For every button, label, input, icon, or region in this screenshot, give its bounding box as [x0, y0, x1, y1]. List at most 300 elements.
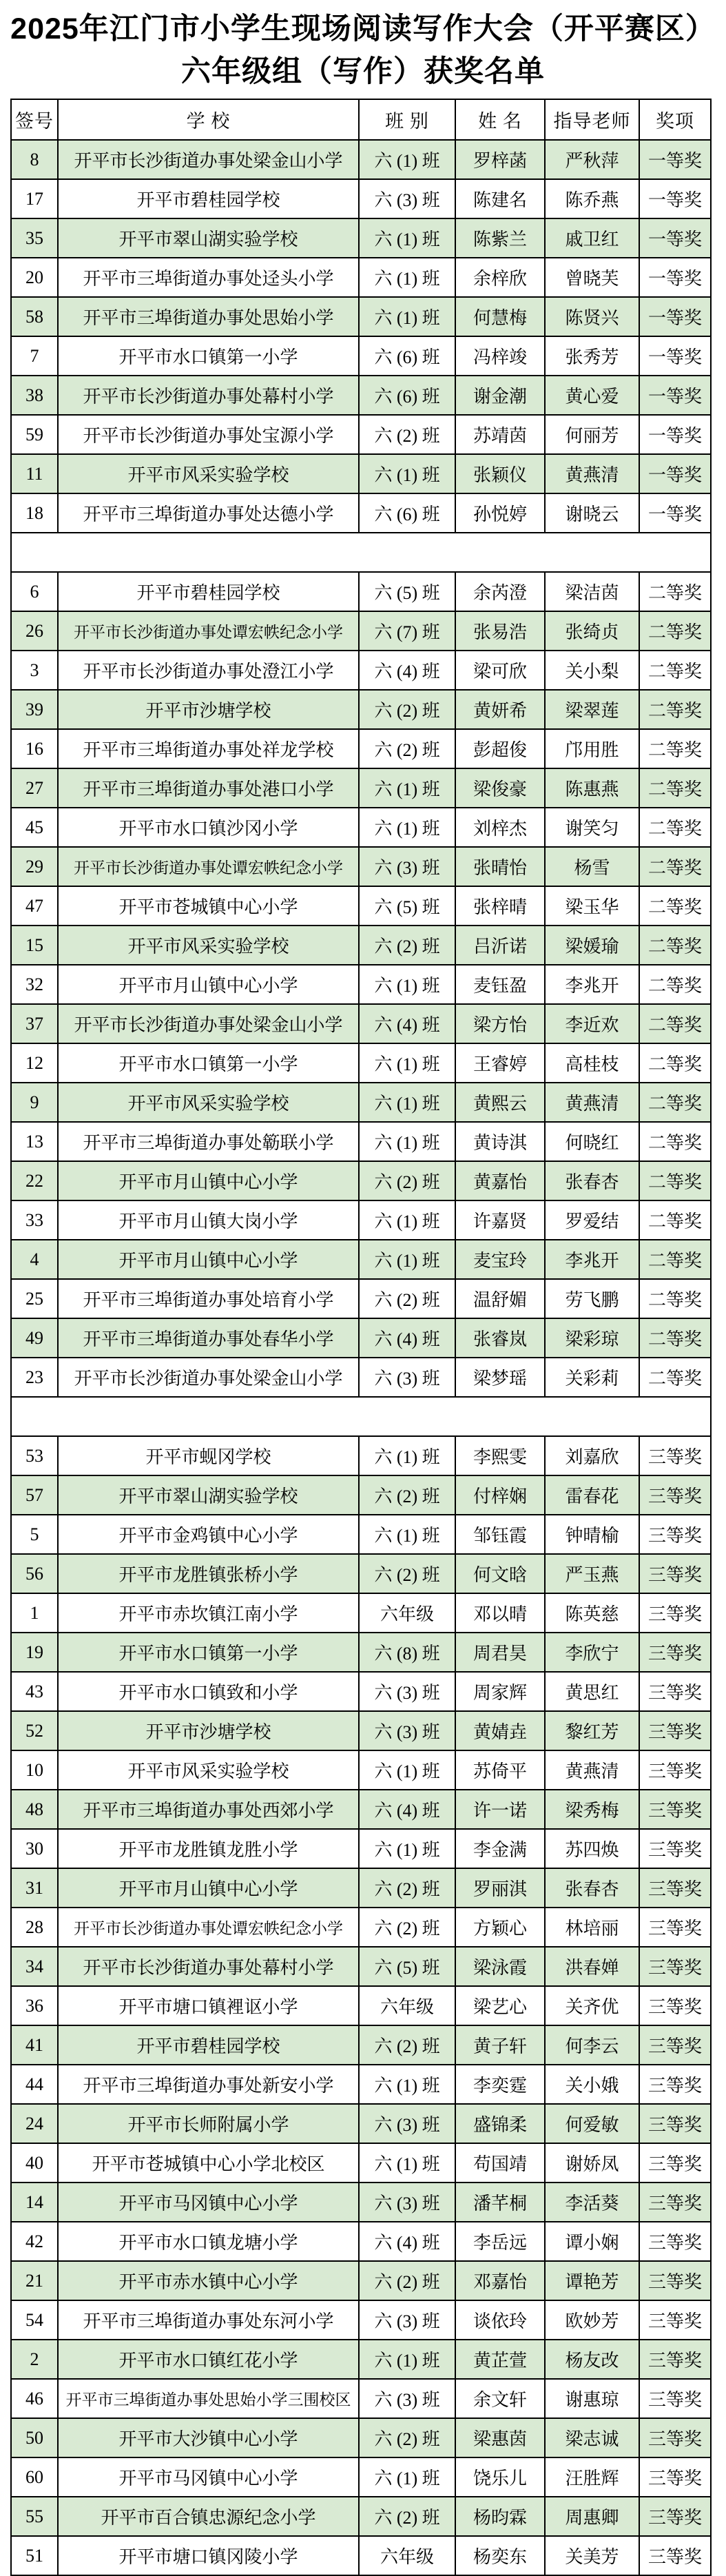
award-cell: 二等奖	[639, 1318, 711, 1358]
award-cell: 三等奖	[639, 1908, 711, 1947]
sign-cell: 37	[11, 1004, 58, 1043]
table-row	[11, 1161, 711, 1200]
table-row	[11, 1318, 711, 1358]
table-row	[11, 376, 711, 415]
sign-cell: 5	[11, 1515, 58, 1554]
class-cell: 六 (1) 班	[359, 258, 455, 297]
table-row	[11, 179, 711, 218]
sign-cell: 50	[11, 2418, 58, 2457]
sign-cell: 7	[11, 336, 58, 376]
name-cell: 黄婧垚	[455, 1711, 545, 1750]
award-cell: 三等奖	[639, 1672, 711, 1711]
school-cell: 开平市水口镇致和小学	[58, 1672, 359, 1711]
name-cell: 杨昀霖	[455, 2497, 545, 2536]
sign-cell: 21	[11, 2261, 58, 2300]
teacher-cell: 钟晴榆	[545, 1515, 639, 1554]
teacher-cell: 李欣宁	[545, 1633, 639, 1672]
sign-cell: 41	[11, 2025, 58, 2065]
teacher-cell: 关小娥	[545, 2065, 639, 2104]
teacher-cell: 戚卫红	[545, 218, 639, 258]
table-row	[11, 1593, 711, 1633]
table-row	[11, 2065, 711, 2104]
school-cell: 开平市碧桂园学校	[58, 179, 359, 218]
teacher-cell: 黄燕清	[545, 1083, 639, 1122]
teacher-cell: 谢笑匀	[545, 808, 639, 847]
award-cell: 二等奖	[639, 1122, 711, 1161]
table-row	[11, 336, 711, 376]
school-cell: 开平市塘口镇裡讴小学	[58, 1986, 359, 2025]
school-cell: 开平市水口镇沙冈小学	[58, 808, 359, 847]
class-cell: 六 (2) 班	[359, 1554, 455, 1593]
class-cell: 六 (6) 班	[359, 336, 455, 376]
teacher-cell: 张秀芳	[545, 336, 639, 376]
award-cell: 二等奖	[639, 611, 711, 651]
class-cell: 六 (2) 班	[359, 1868, 455, 1908]
name-cell: 周君昊	[455, 1633, 545, 1672]
name-cell: 饶乐儿	[455, 2457, 545, 2497]
teacher-cell: 黄燕清	[545, 1750, 639, 1790]
class-cell: 六 (1) 班	[359, 1083, 455, 1122]
name-cell: 张睿岚	[455, 1318, 545, 1358]
school-cell: 开平市长沙街道办事处谭宏帙纪念小学	[58, 1908, 359, 1947]
name-cell: 许嘉贤	[455, 1200, 545, 1240]
award-cell: 一等奖	[639, 140, 711, 179]
teacher-cell: 谭小娴	[545, 2222, 639, 2261]
table-row	[11, 1043, 711, 1083]
table-row	[11, 808, 711, 847]
teacher-cell: 梁翠莲	[545, 690, 639, 729]
award-cell: 二等奖	[639, 965, 711, 1004]
award-cell: 三等奖	[639, 1554, 711, 1593]
class-cell: 六 (2) 班	[359, 1279, 455, 1318]
name-cell: 黄熙云	[455, 1083, 545, 1122]
school-cell: 开平市月山镇大岗小学	[58, 1200, 359, 1240]
class-cell: 六 (3) 班	[359, 2104, 455, 2143]
school-cell: 开平市长沙街道办事处幕村小学	[58, 1947, 359, 1986]
sign-cell: 9	[11, 1083, 58, 1122]
school-cell: 开平市三埠街道办事处思始小学	[58, 297, 359, 336]
table-row	[11, 611, 711, 651]
name-cell: 陈建名	[455, 179, 545, 218]
school-cell: 开平市翠山湖实验学校	[58, 1475, 359, 1515]
sign-cell: 30	[11, 1829, 58, 1868]
table-body	[11, 140, 711, 2575]
name-cell: 苏靖茵	[455, 415, 545, 454]
award-cell: 二等奖	[639, 1279, 711, 1318]
teacher-cell: 杨友改	[545, 2340, 639, 2379]
award-cell: 二等奖	[639, 1043, 711, 1083]
award-cell: 三等奖	[639, 2457, 711, 2497]
school-cell: 开平市金鸡镇中心小学	[58, 1515, 359, 1554]
teacher-cell: 张春杏	[545, 1161, 639, 1200]
teacher-cell: 何李云	[545, 2025, 639, 2065]
header-row	[11, 99, 711, 140]
teacher-cell: 关小梨	[545, 651, 639, 690]
school-cell: 开平市月山镇中心小学	[58, 1868, 359, 1908]
table-row	[11, 258, 711, 297]
separator-cell	[11, 1397, 711, 1436]
school-cell: 开平市碧桂园学校	[58, 572, 359, 611]
teacher-cell: 高桂枝	[545, 1043, 639, 1083]
school-cell: 开平市赤水镇中心小学	[58, 2261, 359, 2300]
sign-cell: 22	[11, 1161, 58, 1200]
teacher-cell: 关齐优	[545, 1986, 639, 2025]
teacher-cell: 李活葵	[545, 2183, 639, 2222]
teacher-cell: 严秋萍	[545, 140, 639, 179]
teacher-cell: 梁玉华	[545, 886, 639, 926]
award-cell: 三等奖	[639, 2065, 711, 2104]
teacher-cell: 李近欢	[545, 1004, 639, 1043]
teacher-cell: 雷春花	[545, 1475, 639, 1515]
class-cell: 六 (5) 班	[359, 572, 455, 611]
award-cell: 三等奖	[639, 2104, 711, 2143]
name-cell: 李奕霆	[455, 2065, 545, 2104]
class-cell: 六 (1) 班	[359, 2143, 455, 2183]
award-cell: 二等奖	[639, 808, 711, 847]
teacher-cell: 何丽芳	[545, 415, 639, 454]
teacher-cell: 汪胜辉	[545, 2457, 639, 2497]
table-row	[11, 2379, 711, 2418]
teacher-cell: 陈惠燕	[545, 768, 639, 808]
teacher-cell: 谭艳芳	[545, 2261, 639, 2300]
class-cell: 六 (2) 班	[359, 729, 455, 768]
school-cell: 开平市水口镇第一小学	[58, 1043, 359, 1083]
table-row	[11, 2143, 711, 2183]
class-cell: 六 (2) 班	[359, 690, 455, 729]
sign-cell: 47	[11, 886, 58, 926]
name-cell: 黄妍希	[455, 690, 545, 729]
table-row	[11, 965, 711, 1004]
class-cell: 六 (6) 班	[359, 493, 455, 533]
award-cell: 一等奖	[639, 179, 711, 218]
class-cell: 六 (1) 班	[359, 965, 455, 1004]
school-cell: 开平市风采实验学校	[58, 1750, 359, 1790]
teacher-cell: 苏四焕	[545, 1829, 639, 1868]
school-cell: 开平市三埠街道办事处簕联小学	[58, 1122, 359, 1161]
award-cell: 三等奖	[639, 1986, 711, 2025]
sign-cell: 15	[11, 926, 58, 965]
table-row	[11, 454, 711, 493]
table-row	[11, 140, 711, 179]
table-row	[11, 926, 711, 965]
teacher-cell: 罗爱结	[545, 1200, 639, 1240]
school-cell: 开平市三埠街道办事处培育小学	[58, 1279, 359, 1318]
class-cell: 六 (1) 班	[359, 1829, 455, 1868]
class-cell: 六 (3) 班	[359, 847, 455, 886]
class-cell: 六 (4) 班	[359, 2222, 455, 2261]
table-row	[11, 2418, 711, 2457]
class-cell: 六 (3) 班	[359, 2300, 455, 2340]
award-cell: 二等奖	[639, 1004, 711, 1043]
class-cell: 六 (2) 班	[359, 2025, 455, 2065]
sign-cell: 59	[11, 415, 58, 454]
class-cell: 六 (3) 班	[359, 1358, 455, 1397]
class-cell: 六 (1) 班	[359, 1043, 455, 1083]
sign-cell: 23	[11, 1358, 58, 1397]
sign-cell: 43	[11, 1672, 58, 1711]
teacher-cell: 刘嘉欣	[545, 1436, 639, 1475]
name-cell: 麦宝玲	[455, 1240, 545, 1279]
class-cell: 六 (1) 班	[359, 1200, 455, 1240]
awards-table	[10, 99, 712, 2576]
school-cell: 开平市水口镇第一小学	[58, 336, 359, 376]
school-cell: 开平市马冈镇中心小学	[58, 2457, 359, 2497]
teacher-cell: 梁彩琼	[545, 1318, 639, 1358]
school-cell: 开平市长沙街道办事处梁金山小学	[58, 1004, 359, 1043]
award-cell: 二等奖	[639, 690, 711, 729]
sign-cell: 57	[11, 1475, 58, 1515]
table-row	[11, 1908, 711, 1947]
teacher-cell: 陈英慈	[545, 1593, 639, 1633]
school-cell: 开平市沙塘学校	[58, 1711, 359, 1750]
award-cell: 一等奖	[639, 454, 711, 493]
class-cell: 六年级	[359, 2536, 455, 2575]
school-cell: 开平市长沙街道办事处谭宏帙纪念小学	[58, 847, 359, 886]
school-cell: 开平市月山镇中心小学	[58, 1240, 359, 1279]
sign-cell: 48	[11, 1790, 58, 1829]
header-school: 学 校	[58, 99, 359, 140]
table-row	[11, 1672, 711, 1711]
award-cell: 三等奖	[639, 2261, 711, 2300]
sign-cell: 52	[11, 1711, 58, 1750]
sign-cell: 17	[11, 179, 58, 218]
table-row	[11, 1279, 711, 1318]
teacher-cell: 劳飞鹏	[545, 1279, 639, 1318]
sign-cell: 10	[11, 1750, 58, 1790]
school-cell: 开平市风采实验学校	[58, 454, 359, 493]
name-cell: 吕沂诺	[455, 926, 545, 965]
table-row	[11, 415, 711, 454]
name-cell: 梁梦瑶	[455, 1358, 545, 1397]
sign-cell: 35	[11, 218, 58, 258]
name-cell: 张梓晴	[455, 886, 545, 926]
name-cell: 杨奕东	[455, 2536, 545, 2575]
name-cell: 谢金潮	[455, 376, 545, 415]
teacher-cell: 梁志诚	[545, 2418, 639, 2457]
school-cell: 开平市长师附属小学	[58, 2104, 359, 2143]
class-cell: 六 (3) 班	[359, 1711, 455, 1750]
award-cell: 二等奖	[639, 926, 711, 965]
class-cell: 六 (8) 班	[359, 1633, 455, 1672]
name-cell: 李金满	[455, 1829, 545, 1868]
class-cell: 六 (1) 班	[359, 1436, 455, 1475]
sign-cell: 49	[11, 1318, 58, 1358]
class-cell: 六 (2) 班	[359, 2418, 455, 2457]
name-cell: 黄诗淇	[455, 1122, 545, 1161]
class-cell: 六 (6) 班	[359, 376, 455, 415]
table-row	[11, 1004, 711, 1043]
teacher-cell: 谢晓云	[545, 493, 639, 533]
sign-cell: 42	[11, 2222, 58, 2261]
award-cell: 二等奖	[639, 1358, 711, 1397]
name-cell: 盛锦柔	[455, 2104, 545, 2143]
sign-cell: 26	[11, 611, 58, 651]
sign-cell: 32	[11, 965, 58, 1004]
table-row	[11, 2261, 711, 2300]
name-cell: 张易浩	[455, 611, 545, 651]
class-cell: 六 (1) 班	[359, 297, 455, 336]
name-cell: 李熙雯	[455, 1436, 545, 1475]
sign-cell: 38	[11, 376, 58, 415]
name-cell: 余芮澄	[455, 572, 545, 611]
table-row	[11, 690, 711, 729]
class-cell: 六 (2) 班	[359, 1475, 455, 1515]
class-cell: 六 (4) 班	[359, 1004, 455, 1043]
school-cell: 开平市三埠街道办事处西郊小学	[58, 1790, 359, 1829]
class-cell: 六 (1) 班	[359, 1515, 455, 1554]
table-row	[11, 493, 711, 533]
name-cell: 方颖心	[455, 1908, 545, 1947]
sign-cell: 20	[11, 258, 58, 297]
award-cell: 二等奖	[639, 768, 711, 808]
sign-cell: 51	[11, 2536, 58, 2575]
name-cell: 王睿婷	[455, 1043, 545, 1083]
name-cell: 许一诺	[455, 1790, 545, 1829]
table-row	[11, 2457, 711, 2497]
sign-cell: 45	[11, 808, 58, 847]
school-cell: 开平市龙胜镇张桥小学	[58, 1554, 359, 1593]
table-row	[11, 1986, 711, 2025]
name-cell: 刘梓杰	[455, 808, 545, 847]
teacher-cell: 黄思红	[545, 1672, 639, 1711]
school-cell: 开平市长沙街道办事处梁金山小学	[58, 1358, 359, 1397]
name-cell: 张颖仪	[455, 454, 545, 493]
sign-cell: 29	[11, 847, 58, 886]
award-cell: 三等奖	[639, 1790, 711, 1829]
sign-cell: 8	[11, 140, 58, 179]
school-cell: 开平市三埠街道办事处迳头小学	[58, 258, 359, 297]
teacher-cell: 何晓红	[545, 1122, 639, 1161]
school-cell: 开平市三埠街道办事处达德小学	[58, 493, 359, 533]
teacher-cell: 张绮贞	[545, 611, 639, 651]
table-row	[11, 297, 711, 336]
school-cell: 开平市苍城镇中心小学	[58, 886, 359, 926]
class-cell: 六 (2) 班	[359, 1161, 455, 1200]
teacher-cell: 黎红芳	[545, 1711, 639, 1750]
table-row	[11, 886, 711, 926]
table-row	[11, 768, 711, 808]
teacher-cell: 关彩莉	[545, 1358, 639, 1397]
teacher-cell: 杨雪	[545, 847, 639, 886]
name-cell: 张晴怡	[455, 847, 545, 886]
award-cell: 三等奖	[639, 2340, 711, 2379]
sign-cell: 6	[11, 572, 58, 611]
sign-cell: 3	[11, 651, 58, 690]
school-cell: 开平市苍城镇中心小学北校区	[58, 2143, 359, 2183]
class-cell: 六 (1) 班	[359, 808, 455, 847]
school-cell: 开平市水口镇龙塘小学	[58, 2222, 359, 2261]
school-cell: 开平市碧桂园学校	[58, 2025, 359, 2065]
sign-cell: 44	[11, 2065, 58, 2104]
name-cell: 麦钰盈	[455, 965, 545, 1004]
teacher-cell: 张春杏	[545, 1868, 639, 1908]
table-row	[11, 1358, 711, 1397]
name-cell: 苟国靖	[455, 2143, 545, 2183]
header-class: 班 别	[359, 99, 455, 140]
name-cell: 邓以晴	[455, 1593, 545, 1633]
class-cell: 六年级	[359, 1593, 455, 1633]
teacher-cell: 陈乔燕	[545, 179, 639, 218]
school-cell: 开平市翠山湖实验学校	[58, 218, 359, 258]
class-cell: 六 (3) 班	[359, 179, 455, 218]
school-cell: 开平市塘口镇冈陵小学	[58, 2536, 359, 2575]
name-cell: 梁艺心	[455, 1986, 545, 2025]
class-cell: 六 (5) 班	[359, 1947, 455, 1986]
table-row	[11, 1750, 711, 1790]
sign-cell: 54	[11, 2300, 58, 2340]
class-cell: 六 (5) 班	[359, 886, 455, 926]
sign-cell: 4	[11, 1240, 58, 1279]
class-cell: 六 (3) 班	[359, 2379, 455, 2418]
teacher-cell: 李兆开	[545, 965, 639, 1004]
class-cell: 六 (1) 班	[359, 140, 455, 179]
award-cell: 三等奖	[639, 2379, 711, 2418]
sign-cell: 12	[11, 1043, 58, 1083]
school-cell: 开平市马冈镇中心小学	[58, 2183, 359, 2222]
sign-cell: 2	[11, 2340, 58, 2379]
school-cell: 开平市长沙街道办事处谭宏帙纪念小学	[58, 611, 359, 651]
name-cell: 余文轩	[455, 2379, 545, 2418]
separator-cell	[11, 533, 711, 572]
award-cell: 三等奖	[639, 2300, 711, 2340]
award-cell: 三等奖	[639, 2183, 711, 2222]
school-cell: 开平市沙塘学校	[58, 690, 359, 729]
school-cell: 开平市龙胜镇龙胜小学	[58, 1829, 359, 1868]
name-cell: 何慧梅	[455, 297, 545, 336]
award-cell: 一等奖	[639, 336, 711, 376]
school-cell: 开平市风采实验学校	[58, 926, 359, 965]
table-row	[11, 2025, 711, 2065]
table-row	[11, 1633, 711, 1672]
table-row	[11, 2340, 711, 2379]
class-cell: 六 (2) 班	[359, 926, 455, 965]
page-title-line2: 六年级组（写作）获奖名单	[181, 55, 545, 88]
class-cell: 六 (1) 班	[359, 1122, 455, 1161]
teacher-cell: 谢惠琼	[545, 2379, 639, 2418]
header-sign: 签号	[11, 99, 58, 140]
sign-cell: 13	[11, 1122, 58, 1161]
teacher-cell: 邝用胜	[545, 729, 639, 768]
name-cell: 温舒媚	[455, 1279, 545, 1318]
sign-cell: 19	[11, 1633, 58, 1672]
name-cell: 何文晗	[455, 1554, 545, 1593]
table-row	[11, 218, 711, 258]
class-cell: 六 (3) 班	[359, 2183, 455, 2222]
teacher-cell: 关美芳	[545, 2536, 639, 2575]
table-row	[11, 847, 711, 886]
school-cell: 开平市风采实验学校	[58, 1083, 359, 1122]
table-row	[11, 1829, 711, 1868]
class-cell: 六 (1) 班	[359, 454, 455, 493]
award-cell: 三等奖	[639, 1947, 711, 1986]
award-cell: 三等奖	[639, 1868, 711, 1908]
award-cell: 二等奖	[639, 886, 711, 926]
class-cell: 六 (1) 班	[359, 768, 455, 808]
school-cell: 开平市长沙街道办事处宝源小学	[58, 415, 359, 454]
table-row	[11, 2222, 711, 2261]
name-cell: 邓嘉怡	[455, 2261, 545, 2300]
table-row	[11, 729, 711, 768]
school-cell: 开平市三埠街道办事处祥龙学校	[58, 729, 359, 768]
award-cell: 二等奖	[639, 1240, 711, 1279]
name-cell: 梁俊豪	[455, 768, 545, 808]
header-award: 奖项	[639, 99, 711, 140]
class-cell: 六 (1) 班	[359, 1750, 455, 1790]
award-cell: 三等奖	[639, 1475, 711, 1515]
sign-cell: 36	[11, 1986, 58, 2025]
sign-cell: 39	[11, 690, 58, 729]
name-cell: 梁惠茵	[455, 2418, 545, 2457]
